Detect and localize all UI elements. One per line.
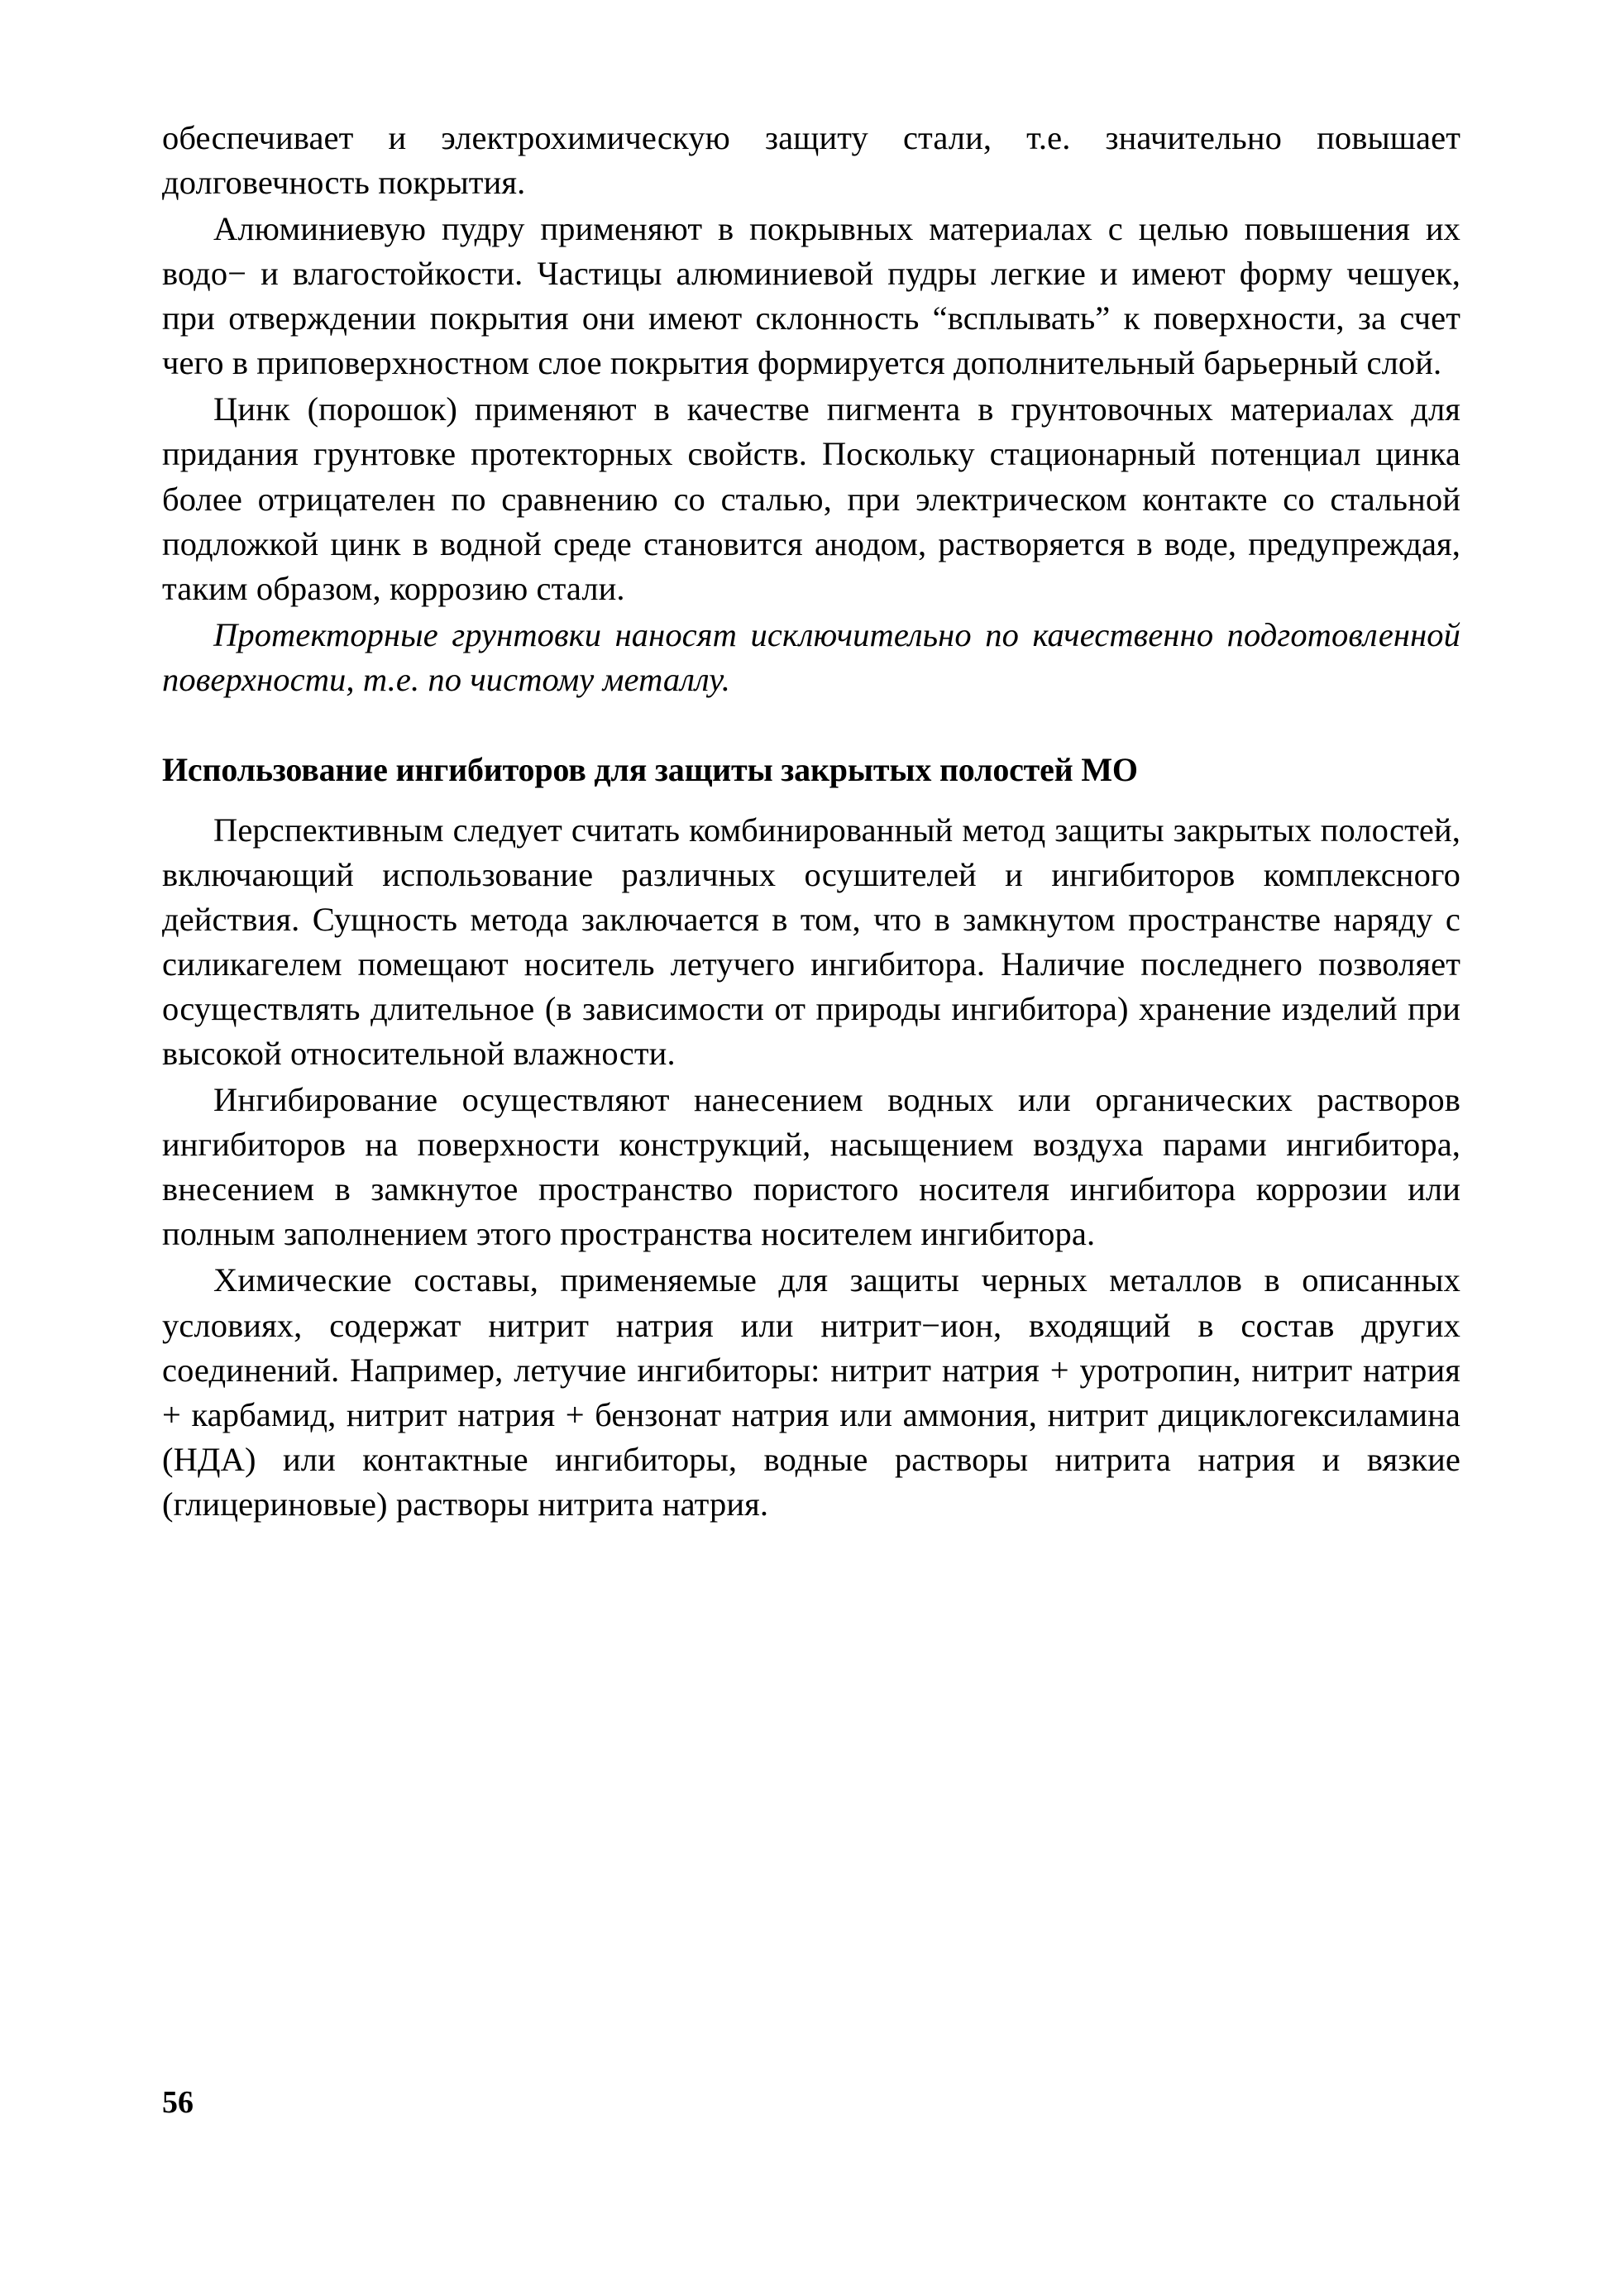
section-heading: Использование ингибиторов для защиты закрытых полостей МО xyxy=(162,750,1138,788)
paragraph-3: Цинк (порошок) применяют в качестве пигмента в грунтовочных материалах для придания грунтовке протекторных свойств. Поскольку стационарный потенциал цинка более отрицателен по сравнению со сталью, при электрическом контакте со стальной подложкой цинк в водной среде становится анодом, растворяется в воде, предупреждая, таким образом, коррозию стали. xyxy=(162,390,1460,607)
paragraph-1: обеспечивает и электрохимическую защиту стали, т.е. значительно повышает долговечность покрытия. xyxy=(162,119,1460,202)
paragraph-2: Алюминиевую пудру применяют в покрывных материалах с целью повышения их водо− и влагостойкости. Частицы алюминиевой пудры легкие и имеют форму чешуек, при отверждении покрытия они имеют склонность “всплывать” к поверхности, за счет чего в приповерхностном слое покрытия формируется дополнительный барьерный слой. xyxy=(162,210,1460,382)
paragraph-6: Ингибирование осуществляют нанесением водных или органических растворов ингибиторов на поверхности конструкций, насыщением воздуха парами ингибитора, внесением в замкнутое пространство пористого носителя ингибитора коррозии или полным заполнением этого пространства носителем ингибитора. xyxy=(162,1081,1460,1253)
section-heading-wrap xyxy=(162,749,1460,792)
page-body xyxy=(162,116,1460,1527)
paragraph-5: Перспективным следует считать комбинированный метод защиты закрытых полостей, включающий использование различных осушителей и ингибиторов комплексного действия. Сущность метода заключается в том, что в замкнутом пространстве наряду с силикагелем помещают носитель летучего ингибитора. Наличие последнего позволяет осуществлять длительное (в зависимости от природы ингибитора) хранение изделий при высокой относительной влажности. xyxy=(162,811,1460,1073)
paragraph-7: Химические составы, применяемые для защиты черных металлов в описанных условиях, содержат нитрит натрия или нитрит−ион, входящий в состав других соединений. Например, летучие ингибиторы: нитрит натрия + уротропин, нитрит натрия + карбамид, нитрит натрия + бензонат натрия или аммония, нитрит дициклогексиламина (НДА) или контактные ингибиторы, водные растворы нитрита натрия и вязкие (глицериновые) растворы нитрита натрия. xyxy=(162,1261,1460,1523)
page-number: 56 xyxy=(162,2085,194,2120)
paragraph-4-italic-note: Протекторные грунтовки наносят исключительно по качественно подготовленной поверхности, т.е. по чистому металлу. xyxy=(162,615,1460,698)
